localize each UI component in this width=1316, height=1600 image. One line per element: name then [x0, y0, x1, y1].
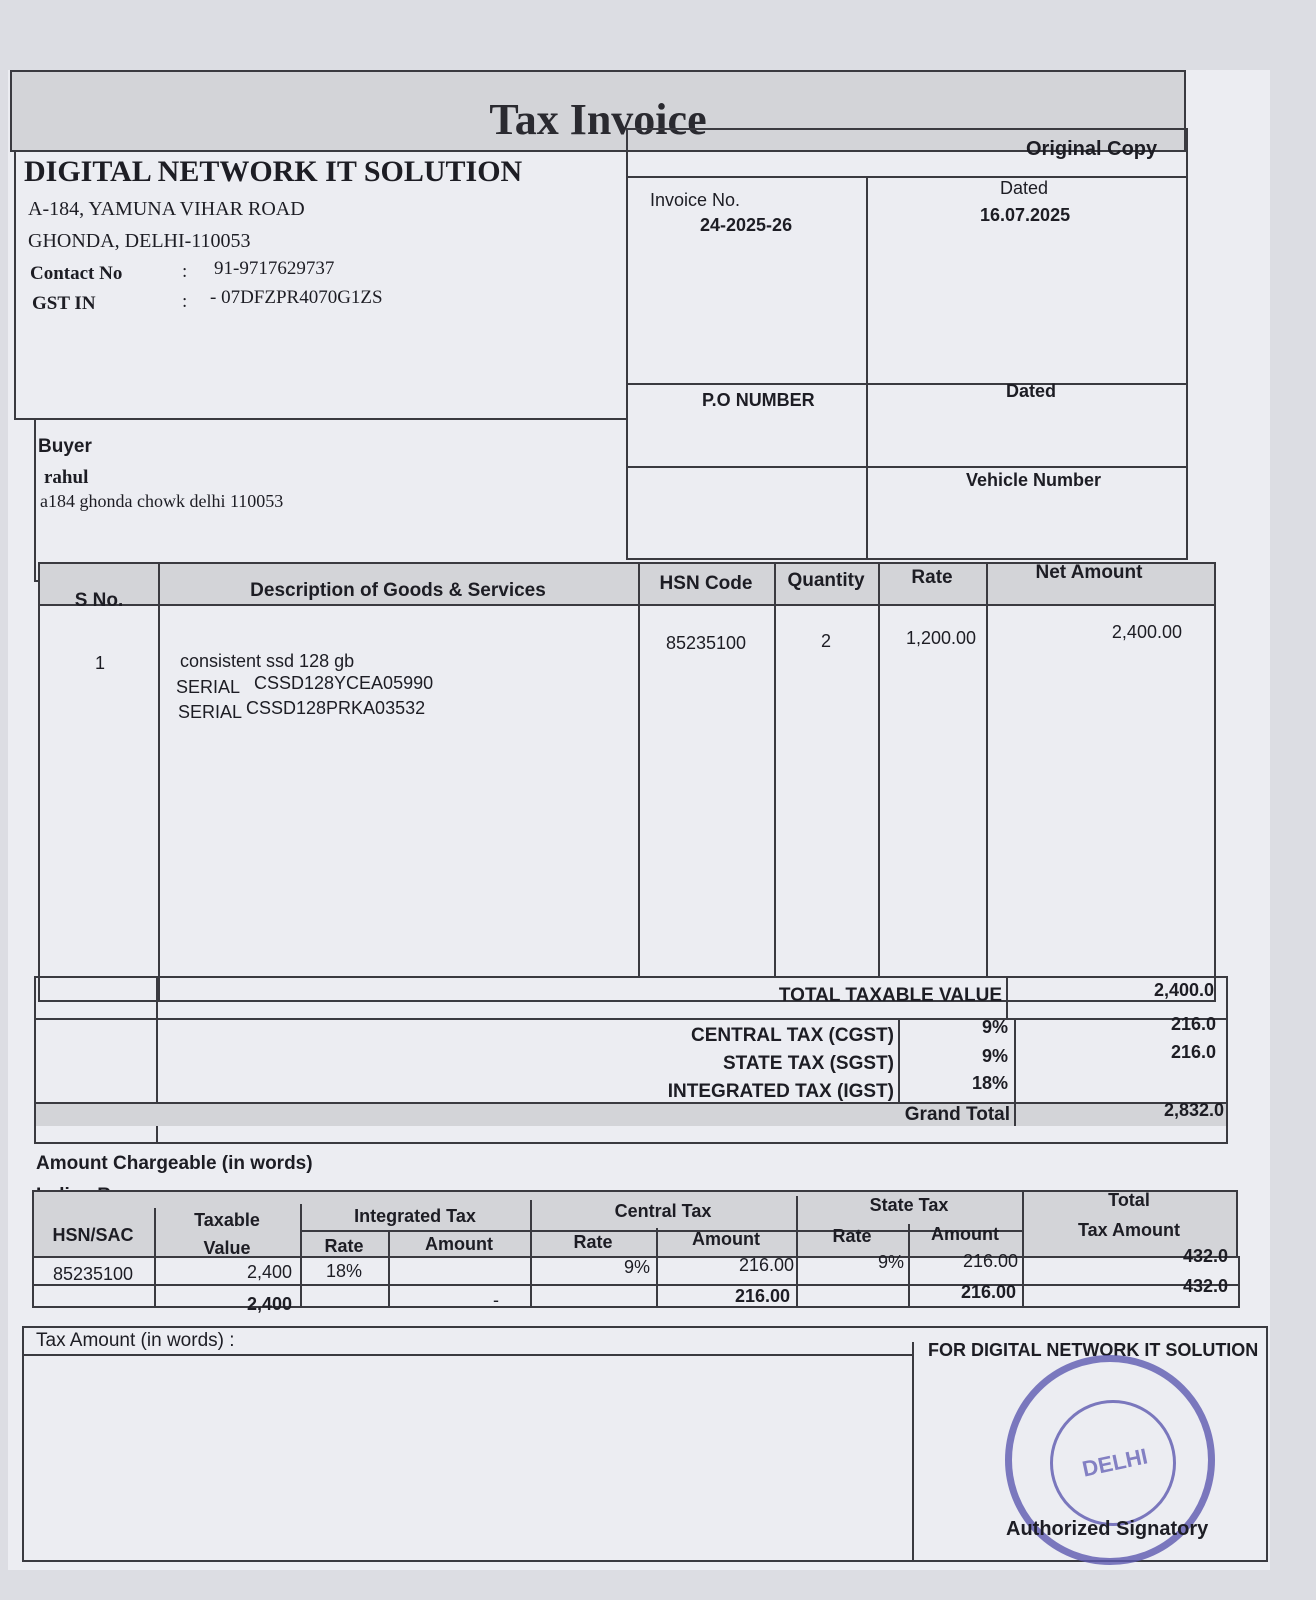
tax-row-igst-rate: 18%: [325, 1261, 363, 1281]
tax-header-sgst-rate: Rate: [832, 1226, 872, 1246]
header-sno: S No.: [74, 590, 124, 611]
grand-total-label: Grand Total: [904, 1104, 1010, 1125]
item-serial2-value: CSSD128PRKA03532: [246, 698, 426, 718]
tax-header-total-line2: Tax Amount: [1078, 1220, 1180, 1240]
seller-name: DIGITAL NETWORK IT SOLUTION: [24, 155, 523, 188]
item-serial1-value: CSSD128YCEA05990: [254, 673, 434, 693]
gst-value: - 07DFZPR4070G1ZS: [210, 287, 383, 308]
sgst-label: STATE TAX (SGST): [723, 1053, 894, 1074]
seller-address-line1: A-184, YAMUNA VIHAR ROAD: [28, 198, 305, 220]
cgst-value: 216.0: [1170, 1014, 1216, 1034]
tax-row-sgst-amount: 216.00: [962, 1251, 1018, 1271]
gst-label: GST IN: [32, 293, 96, 314]
tax-row-taxable: 2,400: [246, 1262, 292, 1282]
tax-row-sgst-rate: 9%: [877, 1252, 904, 1272]
header-rate: Rate: [911, 567, 953, 588]
tax-row-total: 432.0: [1182, 1246, 1228, 1266]
authorized-signatory-label: Authorized Signatory: [1006, 1518, 1209, 1540]
sgst-value: 216.0: [1170, 1042, 1216, 1062]
cgst-rate: 9%: [981, 1017, 1008, 1037]
tax-total-total: 432.0: [1182, 1276, 1228, 1296]
igst-rate: 18%: [971, 1073, 1008, 1093]
copy-label: Original Copy: [1026, 138, 1158, 160]
buyer-address: a184 ghonda chowk delhi 110053: [40, 491, 284, 511]
invoice-no-label: Invoice No.: [650, 190, 741, 210]
item-serial1-label: SERIAL: [176, 677, 241, 697]
total-taxable-label: TOTAL TAXABLE VALUE: [778, 985, 1002, 1006]
tax-header-cgst-amount: Amount: [692, 1229, 760, 1249]
tax-words-label: Tax Amount (in words) :: [36, 1330, 235, 1351]
header-net-amount: Net Amount: [1035, 562, 1143, 583]
po-number-label: P.O NUMBER: [702, 390, 815, 410]
tax-header-taxable-line1: Taxable: [194, 1210, 260, 1230]
tax-header-sgst-amount: Amount: [931, 1224, 999, 1244]
sgst-rate: 9%: [981, 1046, 1008, 1066]
tax-header-integrated: Integrated Tax: [354, 1206, 476, 1226]
tax-row-cgst-rate: 9%: [623, 1257, 650, 1277]
cgst-label: CENTRAL TAX (CGST): [690, 1025, 894, 1046]
invoice-dated-value: 16.07.2025: [980, 205, 1071, 225]
buyer-name: rahul: [44, 467, 89, 488]
vehicle-number-label: Vehicle Number: [966, 470, 1102, 490]
item-sno: 1: [95, 653, 106, 673]
item-net-amount: 2,400.00: [1111, 622, 1182, 642]
tax-total-taxable: 2,400: [246, 1294, 292, 1314]
tax-header-taxable-line2: Value: [203, 1238, 251, 1258]
item-quantity: 2: [820, 631, 831, 651]
tax-total-sgst-amount: 216.00: [960, 1282, 1016, 1302]
tax-header-igst-rate: Rate: [324, 1236, 364, 1256]
po-dated-label: Dated: [1006, 381, 1057, 401]
seal-text: DELHI: [1080, 1443, 1150, 1482]
contact-label: Contact No: [30, 263, 123, 284]
tax-header-state: State Tax: [869, 1195, 949, 1215]
seller-address-line2: GHONDA, DELHI-110053: [28, 230, 251, 252]
tax-header-hsn-sac: HSN/SAC: [52, 1225, 134, 1245]
seller-block: [14, 150, 628, 420]
header-hsn: HSN Code: [659, 573, 753, 594]
grand-total-value: 2,832.0: [1163, 1100, 1224, 1120]
total-taxable-value: 2,400.0: [1153, 980, 1214, 1000]
tax-header-total-line1: Total: [1108, 1190, 1150, 1210]
tax-header-central: Central Tax: [614, 1201, 712, 1221]
contact-value: 91-9717629737: [214, 258, 335, 279]
invoice-dated-label: Dated: [1000, 178, 1049, 198]
contact-colon: :: [182, 261, 188, 282]
buyer-label: Buyer: [38, 436, 92, 457]
item-description: consistent ssd 128 gb: [180, 651, 355, 671]
tax-header-igst-amount: Amount: [425, 1234, 493, 1254]
tax-total-igst-amount: -: [493, 1290, 499, 1310]
item-rate: 1,200.00: [905, 628, 977, 648]
item-hsn: 85235100: [665, 633, 747, 653]
header-quantity: Quantity: [787, 570, 865, 591]
tax-row-hsn: 85235100: [52, 1264, 134, 1284]
igst-label: INTEGRATED TAX (IGST): [667, 1081, 894, 1102]
gst-colon: :: [182, 291, 188, 312]
page-title: Tax Invoice: [489, 95, 707, 144]
amount-words-label: Amount Chargeable (in words): [36, 1153, 313, 1174]
header-description: Description of Goods & Services: [250, 580, 546, 601]
tax-header-cgst-rate: Rate: [573, 1232, 613, 1252]
tax-total-cgst-amount: 216.00: [734, 1286, 790, 1306]
tax-row-cgst-amount: 216.00: [738, 1255, 794, 1275]
item-serial2-label: SERIAL: [178, 702, 243, 722]
for-company-label: FOR DIGITAL NETWORK IT SOLUTION: [928, 1340, 1259, 1360]
invoice-no-value: 24-2025-26: [700, 215, 793, 235]
